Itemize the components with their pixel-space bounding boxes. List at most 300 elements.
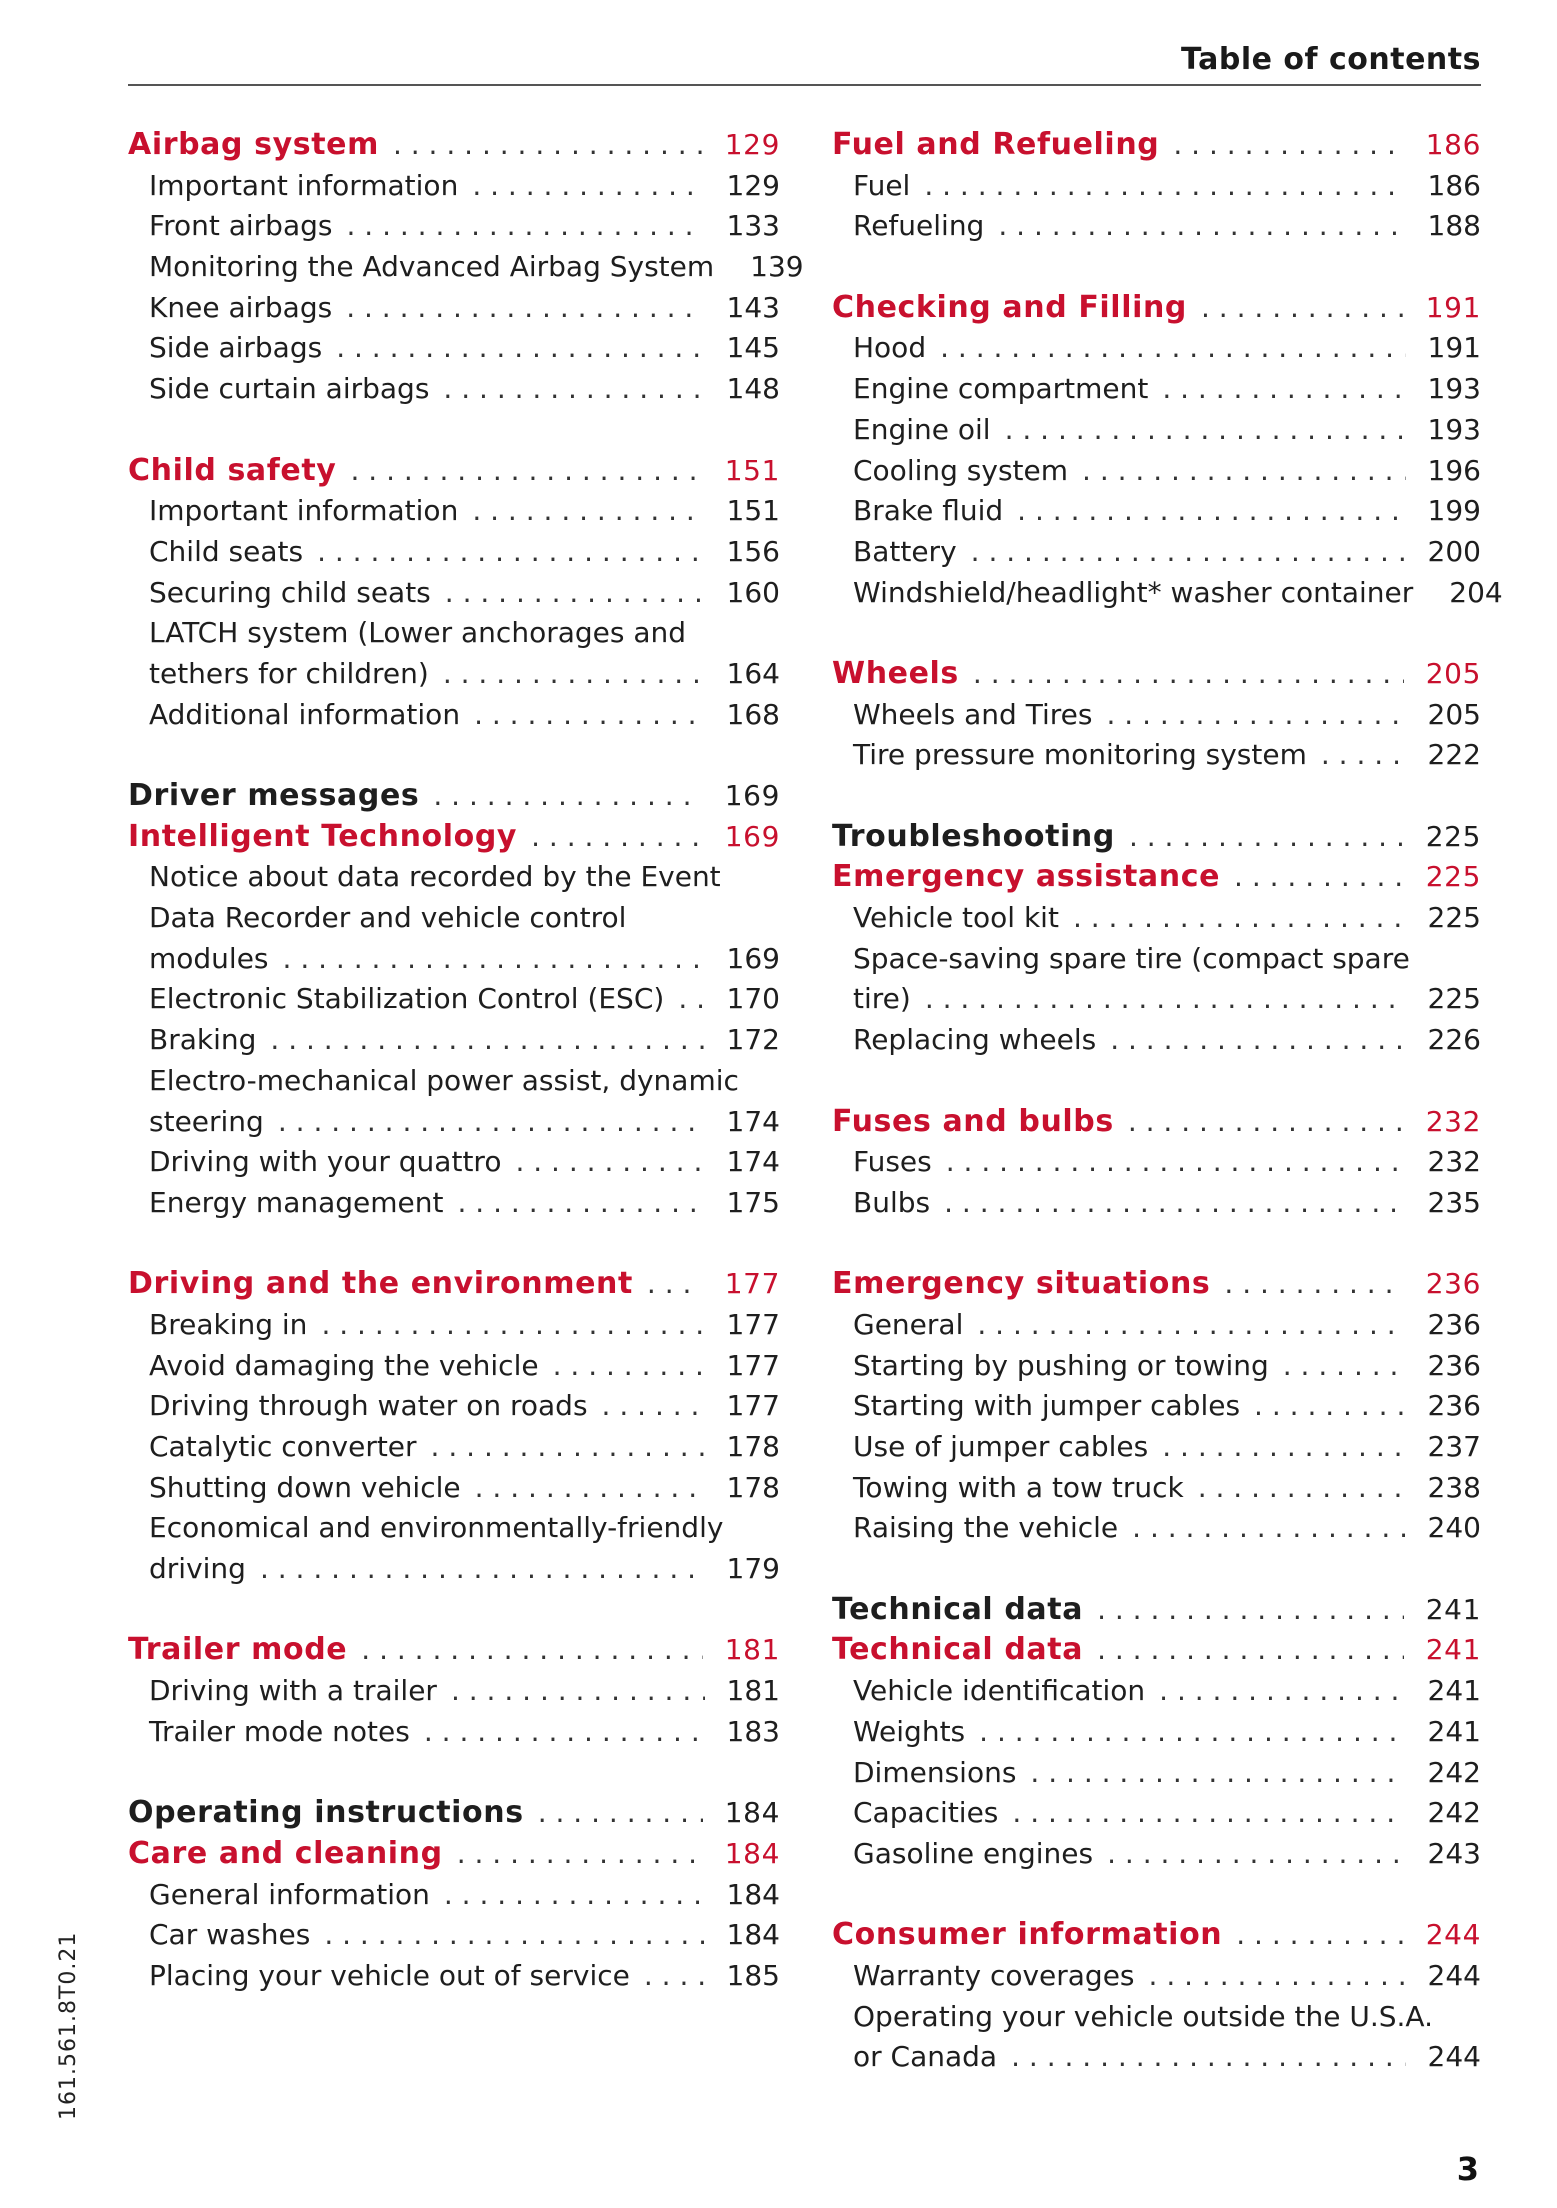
toc-entry-title: Child seats bbox=[149, 534, 304, 568]
toc-entry[interactable] bbox=[128, 939, 780, 980]
toc-page-number: 193 bbox=[1427, 412, 1481, 446]
dot-leader bbox=[971, 532, 1406, 573]
toc-entry-title: Fuel bbox=[853, 168, 911, 202]
toc-entry[interactable] bbox=[128, 1712, 780, 1753]
dot-leader bbox=[278, 1102, 705, 1143]
toc-page-number: 240 bbox=[1427, 1511, 1481, 1545]
toc-page-number: 170 bbox=[726, 982, 780, 1016]
toc-entry[interactable] bbox=[832, 328, 1481, 369]
toc-entry-title: Important information bbox=[149, 494, 459, 528]
toc-page-number: 177 bbox=[726, 1389, 780, 1423]
toc-entry[interactable] bbox=[832, 166, 1481, 207]
toc-entry-title: Space-saving spare tire (compact spare bbox=[853, 941, 1410, 975]
toc-entry-title: Intelligent Technology bbox=[128, 818, 518, 854]
toc-entry[interactable] bbox=[128, 1183, 780, 1224]
toc-page-number: 145 bbox=[726, 331, 780, 365]
toc-page-number: 241 bbox=[1425, 1633, 1481, 1667]
toc-page-number: 241 bbox=[1427, 1674, 1481, 1708]
toc-section-heading[interactable] bbox=[832, 288, 1481, 329]
toc-entry-title: Front airbags bbox=[149, 209, 333, 243]
dot-leader bbox=[1198, 1468, 1406, 1509]
section-spacer bbox=[128, 1753, 780, 1794]
toc-page-number: 178 bbox=[726, 1470, 780, 1504]
dot-leader bbox=[1030, 1753, 1405, 1794]
toc-entry-title: Starting by pushing or towing bbox=[853, 1348, 1269, 1382]
page-title: Table of contents bbox=[1181, 42, 1481, 77]
toc-page-number: 200 bbox=[1427, 534, 1481, 568]
toc-entry[interactable] bbox=[832, 451, 1481, 492]
dot-leader bbox=[346, 206, 704, 247]
section-spacer bbox=[832, 1061, 1481, 1102]
toc-page-number: 160 bbox=[726, 575, 780, 609]
dot-leader bbox=[317, 532, 704, 573]
toc-page-number: 179 bbox=[726, 1552, 780, 1586]
toc-entry[interactable] bbox=[832, 2037, 1481, 2078]
section-spacer bbox=[128, 1224, 780, 1265]
toc-entry-title: Braking bbox=[149, 1023, 257, 1057]
toc-page-number: 226 bbox=[1427, 1023, 1481, 1057]
toc-section-heading[interactable] bbox=[128, 451, 780, 492]
toc-entry-title: LATCH system (Lower anchorages and bbox=[149, 616, 687, 650]
toc-entry[interactable] bbox=[832, 1712, 1481, 1753]
toc-page-number: 139 bbox=[750, 250, 804, 284]
toc-page-number: 169 bbox=[726, 941, 780, 975]
toc-entry-title: Fuses and bulbs bbox=[832, 1103, 1114, 1139]
toc-entry-title: Troubleshooting bbox=[832, 818, 1115, 854]
dot-leader bbox=[424, 1712, 705, 1753]
dot-leader bbox=[1128, 1102, 1404, 1143]
toc-entry[interactable] bbox=[128, 1875, 780, 1916]
toc-page-number: 188 bbox=[1427, 209, 1481, 243]
toc-page-number: 185 bbox=[726, 1958, 780, 1992]
dot-leader bbox=[1011, 2037, 1405, 2078]
toc-entry-title: Dimensions bbox=[853, 1755, 1017, 1789]
toc-entry[interactable] bbox=[832, 1753, 1481, 1794]
toc-entry-title: Bulbs bbox=[853, 1185, 931, 1219]
dot-leader bbox=[260, 1549, 705, 1590]
section-spacer bbox=[128, 1590, 780, 1631]
toc-entry[interactable] bbox=[832, 1183, 1481, 1224]
document-code: 161.561.8T0.21 bbox=[56, 1931, 81, 2120]
toc-entry[interactable] bbox=[128, 247, 804, 288]
toc-page-number: 235 bbox=[1427, 1185, 1481, 1219]
section-spacer bbox=[832, 1224, 1481, 1265]
toc-entry-title: Airbag system bbox=[128, 127, 379, 162]
toc-entry[interactable] bbox=[128, 1549, 780, 1590]
toc-entry[interactable] bbox=[128, 1020, 780, 1061]
toc-entry[interactable] bbox=[128, 1427, 780, 1468]
toc-page-number: 242 bbox=[1427, 1755, 1481, 1789]
dot-leader bbox=[324, 1915, 704, 1956]
toc-entry-title: Electro-mechanical power assist, dynamic bbox=[149, 1063, 739, 1097]
toc-entry-title: Driver messages bbox=[128, 778, 420, 813]
dot-leader bbox=[977, 1305, 1405, 1346]
toc-entry-title: Refueling bbox=[853, 209, 985, 243]
dot-leader bbox=[678, 979, 704, 1020]
toc-column-left bbox=[128, 125, 804, 1997]
toc-section-heading[interactable] bbox=[832, 1915, 1481, 1956]
dot-leader bbox=[443, 654, 705, 695]
toc-section-heading[interactable] bbox=[832, 817, 1481, 858]
toc-entry bbox=[832, 1997, 1481, 2038]
dot-leader bbox=[1254, 1386, 1406, 1427]
dot-leader bbox=[1107, 1834, 1405, 1875]
section-spacer bbox=[832, 247, 1481, 288]
toc-entry-title: General bbox=[853, 1307, 964, 1341]
toc-entry[interactable] bbox=[128, 288, 780, 329]
toc-entry-title: Checking and Filling bbox=[832, 289, 1187, 325]
toc-entry-title: tire) bbox=[853, 982, 911, 1016]
toc-entry-title: Catalytic converter bbox=[149, 1430, 417, 1463]
toc-entry[interactable] bbox=[128, 369, 780, 410]
toc-page-number: 225 bbox=[1427, 901, 1481, 935]
dot-leader bbox=[444, 1875, 705, 1916]
toc-page-number: 156 bbox=[726, 534, 780, 568]
toc-entry bbox=[128, 1508, 780, 1549]
toc-entry[interactable] bbox=[832, 695, 1481, 736]
dot-leader bbox=[1173, 125, 1403, 166]
toc-page-number: 241 bbox=[1427, 1714, 1481, 1748]
toc-entry-title: driving bbox=[149, 1552, 246, 1586]
toc-entry[interactable] bbox=[128, 1386, 780, 1427]
toc-entry-title: Fuel and Refueling bbox=[832, 127, 1160, 162]
dot-leader bbox=[1201, 288, 1404, 329]
toc-page-number: 191 bbox=[1425, 290, 1481, 324]
dot-leader bbox=[515, 1142, 704, 1183]
toc-entry[interactable] bbox=[832, 1834, 1481, 1875]
toc-entry-title: Hood bbox=[853, 331, 927, 365]
toc-section-heading[interactable] bbox=[832, 1102, 1481, 1143]
toc-page-number: 241 bbox=[1425, 1592, 1481, 1626]
toc-entry[interactable] bbox=[832, 1142, 1481, 1183]
toc-entry-title: Electronic Stabilization Control (ESC) bbox=[149, 982, 665, 1016]
toc-page-number: 129 bbox=[726, 168, 780, 202]
toc-entry[interactable] bbox=[128, 1102, 780, 1143]
toc-entry-title: Securing child seats bbox=[149, 575, 431, 609]
toc-entry[interactable] bbox=[128, 573, 780, 614]
dot-leader bbox=[925, 979, 1406, 1020]
dot-leader bbox=[1073, 898, 1406, 939]
dot-leader bbox=[1162, 369, 1405, 410]
toc-entry-title: Driving through water on roads bbox=[149, 1389, 588, 1423]
dot-leader bbox=[1106, 695, 1405, 736]
dot-leader bbox=[944, 1183, 1405, 1224]
toc-entry[interactable] bbox=[832, 898, 1481, 939]
toc-page-number: 237 bbox=[1427, 1430, 1481, 1463]
toc-entry bbox=[128, 1061, 780, 1102]
toc-entry bbox=[128, 898, 780, 939]
toc-entry[interactable] bbox=[128, 532, 780, 573]
section-spacer bbox=[128, 735, 780, 776]
toc-entry-title: Child safety bbox=[128, 452, 337, 488]
toc-page-number: 129 bbox=[724, 128, 780, 161]
toc-section-heading[interactable] bbox=[832, 1630, 1481, 1671]
toc-entry[interactable] bbox=[128, 1305, 780, 1346]
toc-entry-title: Windshield/headlight* washer container bbox=[853, 575, 1414, 609]
dot-leader bbox=[336, 328, 704, 369]
toc-entry-title: Driving with your quattro bbox=[149, 1145, 502, 1179]
toc-entry-title: Battery bbox=[853, 534, 957, 568]
toc-page-number: 169 bbox=[724, 779, 780, 812]
toc-page-number: 151 bbox=[724, 453, 780, 487]
toc-page-number: 177 bbox=[726, 1307, 780, 1341]
toc-entry-title: Replacing wheels bbox=[853, 1023, 1097, 1057]
toc-entry-title: Technical data bbox=[832, 1591, 1084, 1627]
toc-entry[interactable] bbox=[832, 1793, 1481, 1834]
dot-leader bbox=[602, 1386, 705, 1427]
toc-entry[interactable] bbox=[832, 1305, 1481, 1346]
toc-entry[interactable] bbox=[128, 1671, 780, 1712]
toc-page-number: 177 bbox=[726, 1348, 780, 1382]
toc-section-heading[interactable] bbox=[128, 1264, 780, 1305]
toc-section-heading[interactable] bbox=[832, 1264, 1481, 1305]
dot-leader bbox=[998, 206, 1405, 247]
dot-leader bbox=[531, 817, 703, 858]
dot-leader bbox=[451, 1671, 705, 1712]
toc-page-number: 205 bbox=[1425, 656, 1481, 690]
toc-section-heading[interactable] bbox=[832, 1590, 1481, 1631]
toc-entry-title: Emergency assistance bbox=[832, 859, 1221, 895]
toc-entry[interactable] bbox=[832, 1346, 1481, 1387]
dot-leader bbox=[1236, 1915, 1404, 1956]
toc-entry-title: Side airbags bbox=[149, 331, 323, 365]
toc-entry[interactable] bbox=[832, 206, 1481, 247]
toc-entry-title: Wheels bbox=[832, 655, 959, 691]
toc-page-number: 177 bbox=[724, 1267, 780, 1301]
toc-page-number: 236 bbox=[1427, 1307, 1481, 1341]
toc-entry-title: Capacities bbox=[853, 1796, 999, 1830]
toc-page-number: 175 bbox=[726, 1185, 780, 1219]
toc-entry[interactable] bbox=[832, 410, 1481, 451]
toc-page-number: 174 bbox=[726, 1145, 780, 1179]
toc-entry-title: General information bbox=[149, 1877, 430, 1911]
toc-entry[interactable] bbox=[128, 206, 780, 247]
toc-entry[interactable] bbox=[128, 979, 780, 1020]
page-number: 3 bbox=[1456, 2150, 1479, 2188]
toc-page-number: 236 bbox=[1425, 1267, 1481, 1301]
toc-entry-title: Energy management bbox=[149, 1185, 444, 1219]
toc-entry-title: Technical data bbox=[832, 1632, 1084, 1668]
toc-entry-title: Cooling system bbox=[853, 453, 1069, 487]
toc-page-number: 204 bbox=[1449, 575, 1503, 609]
toc-page-number: 244 bbox=[1427, 2040, 1481, 2074]
toc-section-heading[interactable] bbox=[128, 776, 780, 817]
toc-entry-title: Starting with jumper cables bbox=[853, 1389, 1241, 1423]
toc-entry-title: Care and cleaning bbox=[128, 1835, 443, 1871]
toc-entry[interactable] bbox=[128, 166, 780, 207]
dot-leader bbox=[1132, 1508, 1405, 1549]
toc-entry-title: Operating instructions bbox=[128, 1795, 524, 1831]
toc-page-number: 151 bbox=[726, 494, 780, 528]
toc-page-number: 205 bbox=[1427, 697, 1481, 731]
toc-entry-title: tethers for children) bbox=[149, 656, 429, 690]
dot-leader bbox=[1082, 451, 1406, 492]
dot-leader bbox=[445, 573, 705, 614]
dot-leader bbox=[1017, 491, 1405, 532]
toc-page-number: 236 bbox=[1427, 1348, 1481, 1382]
toc-entry-title: Vehicle tool kit bbox=[853, 901, 1059, 935]
dot-leader bbox=[553, 1346, 705, 1387]
toc-entry[interactable] bbox=[128, 491, 780, 532]
toc-entry-title: Weights bbox=[853, 1714, 966, 1748]
toc-entry[interactable] bbox=[128, 695, 780, 736]
toc-entry-title: Wheels and Tires bbox=[853, 697, 1093, 731]
dot-leader bbox=[472, 491, 704, 532]
toc-page-number: 232 bbox=[1427, 1145, 1481, 1179]
toc-entry-title: Gasoline engines bbox=[853, 1836, 1094, 1870]
dot-leader bbox=[1129, 817, 1404, 858]
toc-page-number: 186 bbox=[1427, 168, 1481, 202]
dot-leader bbox=[1149, 1956, 1406, 1997]
toc-page-number: 193 bbox=[1427, 372, 1481, 406]
toc-entry-title: Driving and the environment bbox=[128, 1266, 633, 1302]
toc-section-heading[interactable] bbox=[128, 1630, 780, 1671]
toc-entry-title: or Canada bbox=[853, 2040, 998, 2074]
toc-page-number: 196 bbox=[1427, 453, 1481, 487]
toc-section-heading[interactable] bbox=[832, 654, 1481, 695]
toc-entry[interactable] bbox=[128, 1915, 780, 1956]
dot-leader bbox=[433, 776, 702, 817]
toc-page-number: 148 bbox=[726, 372, 780, 406]
toc-entry[interactable] bbox=[128, 1468, 780, 1509]
toc-entry bbox=[832, 939, 1481, 980]
dot-leader bbox=[1224, 1264, 1403, 1305]
toc-page-number: 232 bbox=[1425, 1104, 1481, 1138]
toc-column-right bbox=[832, 125, 1503, 2078]
toc-entry-title: Breaking in bbox=[149, 1307, 308, 1341]
dot-leader bbox=[350, 451, 702, 492]
toc-section-heading[interactable] bbox=[128, 125, 780, 166]
section-spacer bbox=[128, 410, 780, 451]
toc-section-heading[interactable] bbox=[128, 1834, 780, 1875]
toc-entry-title: Additional information bbox=[149, 697, 461, 731]
toc-page-number: 181 bbox=[726, 1674, 780, 1708]
toc-entry[interactable] bbox=[832, 1508, 1481, 1549]
dot-leader bbox=[431, 1427, 705, 1468]
toc-entry-title: Brake fluid bbox=[853, 494, 1004, 528]
toc-page-number: 225 bbox=[1425, 819, 1481, 853]
toc-entry[interactable] bbox=[832, 1020, 1481, 1061]
dot-leader bbox=[1159, 1671, 1405, 1712]
toc-entry-title: Important information bbox=[149, 168, 459, 202]
dot-leader bbox=[443, 369, 704, 410]
toc-entry[interactable] bbox=[128, 1346, 780, 1387]
section-spacer bbox=[832, 613, 1481, 654]
toc-entry-title: Towing with a tow truck bbox=[853, 1470, 1184, 1504]
section-spacer bbox=[832, 1875, 1481, 1916]
toc-entry[interactable] bbox=[832, 1427, 1481, 1468]
toc-entry-title: Operating your vehicle outside the U.S.A. bbox=[853, 1999, 1433, 2033]
dot-leader bbox=[1012, 1793, 1405, 1834]
toc-page-number: 199 bbox=[1427, 494, 1481, 528]
dot-leader bbox=[474, 695, 704, 736]
toc-page-number: 184 bbox=[724, 1836, 780, 1870]
toc-page-number: 225 bbox=[1427, 982, 1481, 1016]
toc-entry[interactable] bbox=[832, 735, 1481, 776]
toc-page-number: 169 bbox=[724, 819, 780, 853]
dot-leader bbox=[472, 166, 704, 207]
toc-entry[interactable] bbox=[128, 328, 780, 369]
dot-leader bbox=[393, 125, 703, 166]
dot-leader bbox=[973, 654, 1404, 695]
toc-entry-title: Shutting down vehicle bbox=[149, 1470, 461, 1504]
toc-entry-title: Emergency situations bbox=[832, 1266, 1211, 1302]
toc-entry-title: Side curtain airbags bbox=[149, 372, 430, 406]
toc-entry[interactable] bbox=[128, 654, 780, 695]
toc-page-number: 243 bbox=[1427, 1836, 1481, 1870]
toc-section-heading[interactable] bbox=[128, 1793, 780, 1834]
toc-entry-title: Engine compartment bbox=[853, 372, 1149, 406]
toc-entry-title: Trailer mode notes bbox=[149, 1714, 410, 1748]
section-spacer bbox=[832, 776, 1481, 817]
toc-entry[interactable] bbox=[832, 979, 1481, 1020]
toc-entry-title: Consumer information bbox=[832, 1917, 1223, 1953]
toc-entry-title: Monitoring the Advanced Airbag System bbox=[149, 250, 715, 284]
dot-leader bbox=[270, 1020, 704, 1061]
toc-entry-title: Warranty coverages bbox=[853, 1958, 1135, 1992]
toc-entry-title: Raising the vehicle bbox=[853, 1511, 1119, 1545]
dot-leader bbox=[1283, 1346, 1406, 1387]
toc-entry[interactable] bbox=[832, 532, 1481, 573]
toc-page-number: 184 bbox=[726, 1918, 780, 1952]
toc-entry-title: Tire pressure monitoring system bbox=[853, 738, 1307, 772]
dot-leader bbox=[361, 1630, 702, 1671]
toc-entry[interactable] bbox=[832, 1468, 1481, 1509]
toc-section-heading[interactable] bbox=[832, 125, 1481, 166]
toc-page-number: 172 bbox=[726, 1023, 780, 1057]
toc-page-number: 222 bbox=[1427, 738, 1481, 772]
dot-leader bbox=[644, 1956, 705, 1997]
toc-entry[interactable] bbox=[832, 491, 1481, 532]
toc-entry-title: Trailer mode bbox=[128, 1632, 348, 1668]
toc-page-number: 181 bbox=[724, 1633, 780, 1667]
dot-leader bbox=[1097, 1630, 1404, 1671]
dot-leader bbox=[1162, 1427, 1405, 1468]
toc-entry-title: Avoid damaging the vehicle bbox=[149, 1348, 539, 1382]
toc-section-heading[interactable] bbox=[128, 817, 780, 858]
toc-page-number: 242 bbox=[1427, 1796, 1481, 1830]
toc-section-heading[interactable] bbox=[832, 857, 1481, 898]
toc-entry[interactable] bbox=[832, 1671, 1481, 1712]
dot-leader bbox=[647, 1264, 703, 1305]
toc-page-number: 184 bbox=[724, 1796, 780, 1830]
dot-leader bbox=[1321, 735, 1406, 776]
toc-entry[interactable] bbox=[832, 573, 1503, 614]
toc-entry-title: Economical and environmentally-friendly bbox=[149, 1511, 724, 1545]
toc-page-number: 133 bbox=[726, 209, 780, 243]
toc-entry[interactable] bbox=[832, 1956, 1481, 1997]
toc-entry[interactable] bbox=[832, 369, 1481, 410]
dot-leader bbox=[283, 939, 705, 980]
dot-leader bbox=[457, 1834, 703, 1875]
dot-leader bbox=[979, 1712, 1405, 1753]
toc-entry-title: Knee airbags bbox=[149, 290, 333, 324]
toc-entry[interactable] bbox=[832, 1386, 1481, 1427]
dot-leader bbox=[475, 1468, 705, 1509]
toc-entry[interactable] bbox=[128, 1142, 780, 1183]
toc-page-number: 244 bbox=[1425, 1918, 1481, 1952]
toc-page-number: 244 bbox=[1427, 1958, 1481, 1992]
dot-leader bbox=[1110, 1020, 1405, 1061]
toc-page-number: 143 bbox=[726, 290, 780, 324]
toc-page-number: 174 bbox=[726, 1104, 780, 1138]
toc-page-number: 184 bbox=[726, 1877, 780, 1911]
toc-entry[interactable] bbox=[128, 1956, 780, 1997]
dot-leader bbox=[538, 1793, 703, 1834]
toc-entry bbox=[128, 613, 780, 654]
toc-entry-title: steering bbox=[149, 1104, 264, 1138]
dot-leader bbox=[1097, 1590, 1404, 1631]
